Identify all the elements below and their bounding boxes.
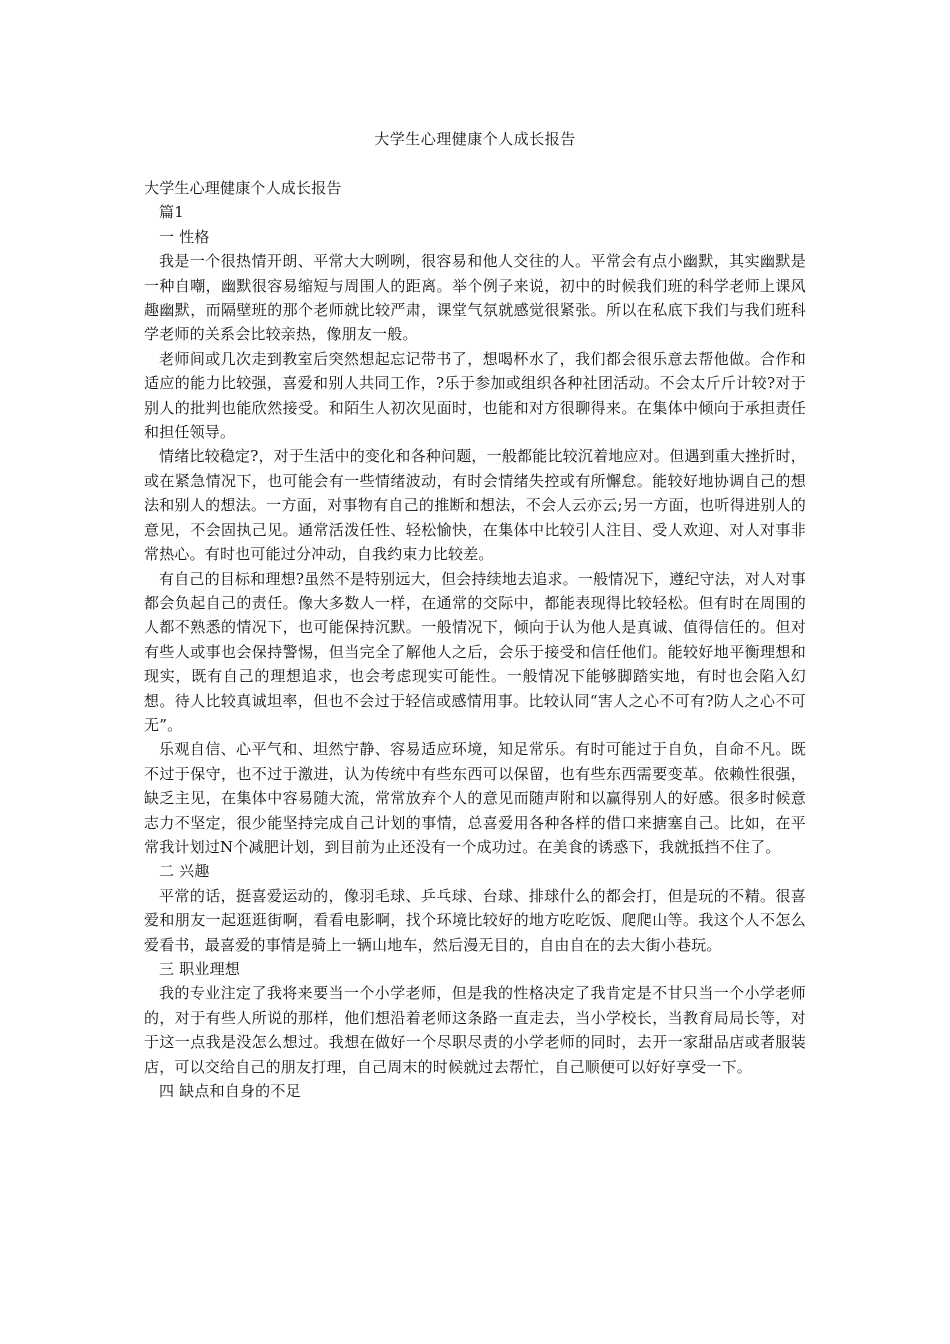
paragraph: 情绪比较稳定?，对于生活中的变化和各种问题，一般都能比较沉着地应对。但遇到重大挫折时，或在紧急情况下，也可能会有一些情绪波动，有时会情绪失控或有所懈怠。能较好地协调自己的想法和别人的想法。一方面，对事物有自己的推断和想法，不会人云亦云;另一方面，也听得进别人的意见，不会固执己见。通常活泼任性、轻松愉快，在集体中比较引人注目、受人欢迎、对人对事非常热心。有时也可能过分冲动，自我约束力比较差。 xyxy=(144,447,806,564)
paragraph: 我的专业注定了我将来要当一个小学老师，但是我的性格决定了我肯定是不甘只当一个小学老师的，对于有些人所说的那样，他们想沿着老师这条路一直走去，当小学校长，当教育局局长等，对于这一点我是没怎么想过。我想在做好一个尽职尽责的小学老师的同时，去开一家甜品店或者服装店，可以交给自己的朋友打理，自己周末的时候就过去帮忙，自己顺便可以好好享受一下。 xyxy=(144,984,806,1076)
paragraph: 乐观自信、心平气和、坦然宁静、容易适应环境，知足常乐。有时可能过于自负，自命不凡。既不过于保守，也不过于激进，认为传统中有些东西可以保留，也有些东西需要变革。依赖性很强，缺乏主见，在集体中容易随大流，常常放弃个人的意见而随声附和以赢得别人的好感。很多时候意志力不坚定，很少能坚持完成自己计划的事情，总喜爱用各种各样的借口来搪塞自己。比如，在平常我计划过N个减肥计划，到目前为止还没有一个成功过。在美食的诱惑下，我就抵挡不住了。 xyxy=(144,740,806,856)
document-body xyxy=(144,176,806,1103)
section-heading-personality: 一 性格 xyxy=(159,227,210,246)
section-heading-interests: 二 兴趣 xyxy=(159,862,210,881)
chapter-label: 篇1 xyxy=(159,203,184,222)
body-heading: 大学生心理健康个人成长报告 xyxy=(144,179,342,197)
document-title: 大学生心理健康个人成长报告 xyxy=(374,130,576,148)
section-heading-career: 三 职业理想 xyxy=(159,960,240,978)
paragraph: 平常的话，挺喜爱运动的，像羽毛球、乒乓球、台球、排球什么的都会打，但是玩的不精。很喜爱和朋友一起逛逛街啊，看看电影啊，找个环境比较好的地方吃吃饭、爬爬山等。我这个人不怎么爱看书，最喜爱的事情是骑上一辆山地车，然后漫无目的，自由自在的去大街小巷玩。 xyxy=(144,886,806,954)
section-heading-shortcomings: 四 缺点和自身的不足 xyxy=(159,1082,301,1101)
paragraph: 我是一个很热情开朗、平常大大咧咧，很容易和他人交往的人。平常会有点小幽默，其实幽默是一种自嘲，幽默很容易缩短与周围人的距离。举个例子来说，初中的时候我们班的科学老师上课风趣幽默，而隔壁班的那个老师就比较严肃，课堂气氛就感觉很紧张。所以在私底下我们与我们班科学老师的关系会比较亲热，像朋友一般。 xyxy=(144,252,806,344)
paragraph: 老师间或几次走到教室后突然想起忘记带书了，想喝杯水了，我们都会很乐意去帮他做。合作和适应的能力比较强，喜爱和别人共同工作，?乐于参加或组织各种社团活动。不会太斤斤计较?对于别人的批判也能欣然接受。和陌生人初次见面时，也能和对方很聊得来。在集体中倾向于承担责任和担任领导。 xyxy=(144,349,806,442)
paragraph: 有自己的目标和理想?虽然不是特别远大，但会持续地去追求。一般情况下，遵纪守法，对人对事都会负起自己的责任。像大多数人一样，在通常的交际中，都能表现得比较轻松。但有时在周围的人都不熟悉的情况下，也可能保持沉默。一般情况下，倾向于认为他人是真诚、值得信任的。但对有些人或事也会保持警惕，但当完全了解他人之后，会乐于接受和信任他们。能较好地平衡理想和现实，既有自己的理想追求，也会考虑现实可能性。一般情况下能够脚踏实地，有时也会陷入幻想。待人比较真诚坦率，但也不会过于轻信或感情用事。比较认同“害人之心不可有?防人之心不可无”。 xyxy=(144,569,806,734)
